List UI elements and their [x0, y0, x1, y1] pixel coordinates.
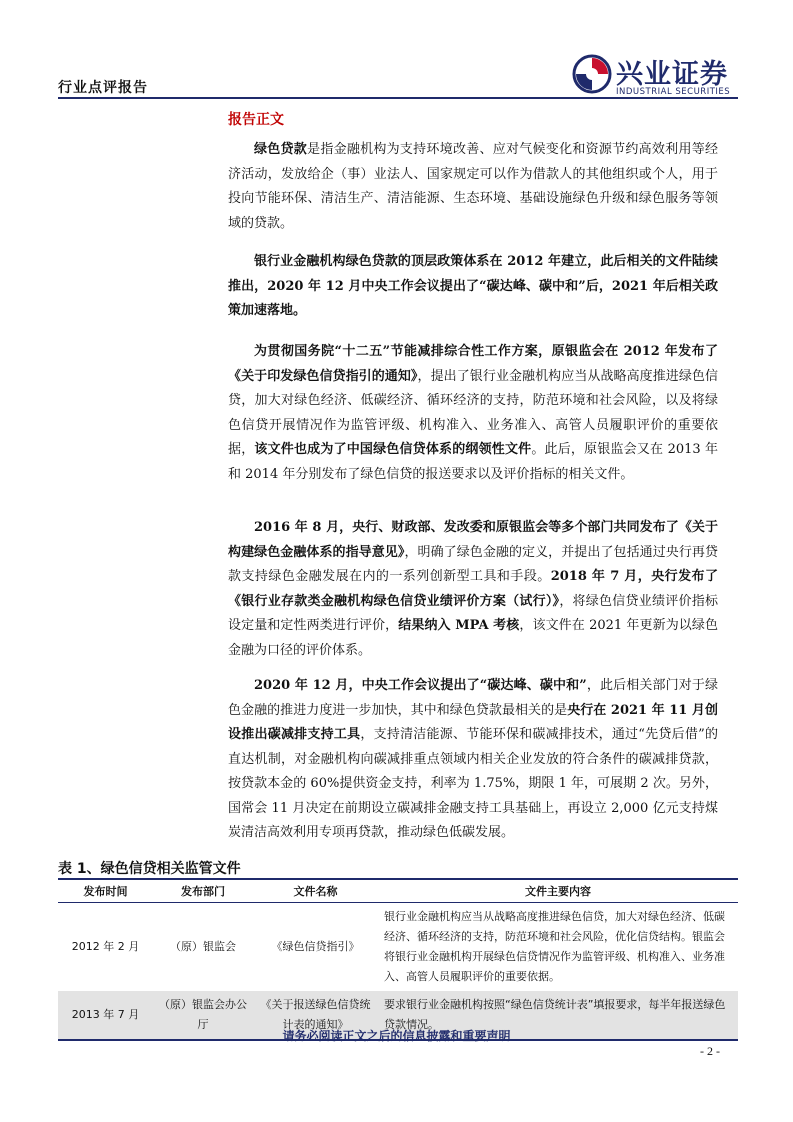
header-content: 文件主要内容	[378, 879, 738, 903]
cell-document: 《关于报送绿色信贷统计表的通知》	[253, 991, 378, 1040]
table-row	[58, 903, 738, 992]
bold-text: 为贯彻国务院“十二五”节能减排综合性工作方案，原银监会在 2012 年发布了《关于印发绿色信贷指引的通知》	[228, 344, 718, 384]
bold-text: 2016 年 8 月，央行、财政部、发改委和原银监会等多个部门共同发布了《关于构建绿色金融体系的指导意见》	[228, 520, 718, 560]
bold-text: 2018 年 7 月，央行发布了《银行业存款类金融机构绿色信贷业绩评价方案（试行）》	[228, 569, 718, 609]
body-text: ，支持清洁能源、节能环保和碳减排技术，通过“先贷后借”的直达机制，对金融机构向碳减排重点领域内相关企业发放的符合条件的碳减排贷款，按贷款本金的 60%提供资金支持，利率为 1.75%，期限 1 年，可展期 2 次。另外，国常会 11 月决定在前期设立碳减排金融支持工具基础上，再设立 2,000 亿元支持煤炭清洁高效利用专项再贷款，推动绿色低碳发展。	[228, 727, 718, 840]
report-type-label: 行业点评报告	[58, 80, 148, 96]
footer-disclaimer: 请务必阅读正文之后的信息披露和重要声明	[282, 1029, 511, 1043]
brand-name-cn: 兴业证券	[616, 59, 728, 90]
paragraph-2016-2018	[228, 516, 718, 663]
paragraph-2012-guideline	[228, 340, 718, 487]
cell-content: 银行业金融机构应当从战略高度推进绿色信贷，加大对绿色经济、低碳经济、循环经济的支持，防范环境和社会风险，优化信贷结构。银监会将银行业金融机构开展绿色信贷情况作为监管评级、机构准入、业务准入、高管人员履职评价的重要依据。	[384, 910, 725, 983]
section-title: 报告正文	[228, 112, 284, 128]
header-date: 发布时间	[58, 879, 153, 903]
body-text: 是指金融机构为支持环境改善、应对气候变化和资源节约高效利用等经济活动，发放给企（事）业法人、国家规定可以作为借款人的其他组织或个人，用于投向节能环保、清洁生产、清洁能源、生态环境、基础设施绿色升级和绿色服务等领域的贷款。	[228, 142, 718, 231]
header-department: 发布部门	[153, 879, 253, 903]
bold-text: 银行业金融机构绿色贷款的顶层政策体系在 2012 年建立，此后相关的文件陆续推出，2020 年 12 月中央工作会议提出了“碳达峰、碳中和”后，2021 年后相关政策加速落地。	[228, 254, 718, 318]
body-text: ，明确了绿色金融的定义，并提出了包括通过央行再贷款支持绿色金融发展在内的一系列创新型工具和手段。	[228, 544, 718, 584]
header-document: 文件名称	[253, 879, 378, 903]
cell-content: 要求银行业金融机构按照“绿色信贷统计表”填报要求，每半年报送绿色贷款情况。	[378, 991, 738, 1040]
paragraph-2020-carbon	[228, 674, 718, 846]
cell-date: 2012 年 2 月	[71, 940, 140, 953]
bold-text: 央行在 2021 年 11 月创设推出碳减排支持工具	[228, 702, 718, 742]
brand-logo-icon	[572, 54, 612, 94]
bold-text: 该文件也成为了中国绿色信贷体系的纲领性文件	[254, 442, 532, 457]
body-text: ，该文件在 2021 年更新为以绿色金融为口径的评价体系。	[228, 618, 718, 658]
cell-document: 《绿色信贷指引》	[271, 940, 360, 953]
body-text: ，此后相关部门对于绿色金融的推进力度进一步加快，其中和绿色贷款最相关的是	[228, 678, 718, 718]
paragraph-green-loan-definition	[228, 138, 718, 236]
cell-date: 2013 年 7 月	[58, 991, 153, 1040]
brand-logo	[572, 52, 742, 98]
cell-department: （原）银监会办公厅	[153, 991, 253, 1040]
brand-name-en: INDUSTRIAL SECURITIES	[616, 87, 731, 97]
bold-text: 2020 年 12 月，中央工作会议提出了“碳达峰、碳中和”	[254, 678, 587, 693]
body-text: 。此后，原银监会又在 2013 年和 2014 年分别发布了绿色信贷的报送要求以及评价指标的相关文件。	[228, 442, 718, 482]
header-divider	[58, 97, 738, 99]
table-title: 表 1、绿色信贷相关监管文件	[58, 861, 241, 877]
table-header-row	[58, 879, 738, 903]
cell-department: （原）银监会	[170, 940, 236, 953]
bold-text: 结果纳入 MPA 考核	[398, 618, 520, 633]
page-number: - 2 -	[700, 1044, 720, 1058]
body-text: ，将绿色信贷业绩评价指标设定量和定性两类进行评价，	[228, 593, 718, 633]
paragraph-policy-overview	[228, 250, 718, 324]
regulation-table	[58, 878, 738, 1041]
body-text: ，提出了银行业金融机构应当从战略高度推进绿色信贷，加大对绿色经济、低碳经济、循环经济的支持，防范环境和社会风险，以及将绿色信贷开展情况作为监管评级、机构准入、业务准入、高管人员履职评价的重要依据，	[228, 368, 718, 457]
bold-text: 绿色贷款	[254, 142, 308, 157]
